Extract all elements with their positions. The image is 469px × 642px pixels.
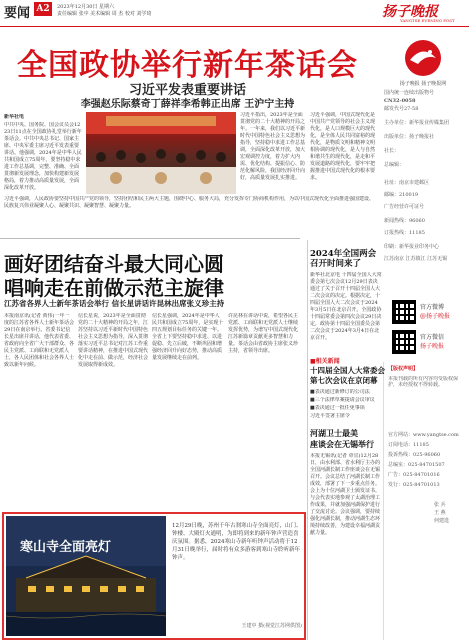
notice-line: 订阅电话：11185: [388, 442, 429, 448]
sidebar-line: 邮发代号27-58: [384, 106, 419, 112]
wechat-qr-code: [392, 330, 416, 354]
npcsc-item: ■表决通过新修订的公司法: [310, 389, 370, 395]
qr-label: @扬子晚报: [420, 313, 451, 320]
masthead-editors: 责任编辑 张中 美术编辑 周 杰 校对 刘学琦: [57, 11, 152, 17]
logo-subtitle: YANGTSE EVENING POST: [400, 18, 455, 23]
sidebar-info: [384, 90, 464, 295]
sidebar-tagline: 扬子晚报 扬子晚报网: [399, 81, 447, 87]
sidebar-line: 江苏南京 江苏镇江 江苏无锡: [384, 256, 448, 262]
section-label: 要闻: [4, 6, 31, 21]
lead-byline: 新华社电: [4, 114, 25, 120]
sidebar-emblem: [382, 38, 464, 78]
sidebar-line: 印刷：新华报业印务中心: [384, 244, 440, 250]
notice-line: 投诉热线：025-96060: [388, 452, 441, 458]
npcsc-item: ■三个法律草案提请会议审议: [310, 397, 375, 403]
sidebar-line: 社址：南京市建邺区: [384, 180, 430, 186]
lead-attendees: 李强赵乐际蔡奇丁薛祥李希韩正出席 王沪宁主持: [80, 99, 295, 110]
notice-line: 本报刊载的所有内容均受版权保护，未经授权不得转载。: [388, 376, 459, 388]
sidebar-line: 新闻热线：96060: [384, 218, 425, 224]
sidebar-line: 订报热线：11185: [384, 230, 425, 236]
temple-caption: 12月29日晚，苏州千年古刹寒山寺全面亮灯，山门、钟楼、大殿灯火通明，为即将到来的新年钟声营造喜庆氛围。据悉，2024寒山寺新年听钟声活动将于12月31日晚举行，届时将有众多游客到寒山寺聆听新年钟声。: [172, 523, 302, 561]
section-divider: [0, 238, 300, 239]
npc-sessions-text: 新华社北京电 十四届全国人大常委会第七次会议12月29日表决通过了关于召开十四届全国人大二次会议的决定。根据决定，十四届全国人大二次会议于2024年3月5日在北京召开。全国政协十四届常委会第四次会议29日决定，政协第十四届全国委员会第二次会议于2024年3月4日在北京召开。: [310, 272, 382, 341]
lead-headline: 全国政协举行新年茶话会: [17, 48, 358, 83]
newspaper-logo: 扬子晚报: [382, 4, 438, 20]
lead-column: 习近平指出，2023年是全面贯彻党的二十大精神的开局之年。一年来，我们以习近平新时代中国特色社会主义思想为指导，坚持稳中求进工作总基调，全面深化改革开放，加大宏观调控力度，着力扩大内需、优化结构、提振信心、防范化解风险，我国经济回升向好，高质量发展扎实推进。: [240, 112, 306, 181]
sidebar-line: 社长：: [384, 148, 400, 154]
lead-photo: [86, 112, 236, 194]
notice-line: 总编室：025-84701507: [388, 462, 445, 468]
notice-line: 【版权声明】: [388, 366, 419, 372]
temple-title: 寒山寺全面亮灯: [20, 540, 112, 555]
related-news-kicker: ■相关新闻: [310, 358, 340, 365]
sidebar-line: 主办单位：新华报业传媒集团: [384, 120, 450, 126]
masthead-rule: [0, 26, 469, 27]
qr-label: 官方微信: [420, 334, 445, 341]
npcsc-item: 习近平签署主席令: [310, 413, 351, 419]
sidebar-line: 广告经营许可证号: [384, 204, 425, 210]
column-divider: [307, 240, 308, 640]
npcsc-item: ■表决通过一批任免事项: [310, 405, 365, 411]
notice-line: 发行：025-84701013: [388, 482, 440, 488]
lead-paragraph: 中共中央、国务院、国会议员会1223日11点在全国政协礼堂举行新年茶话会。中共中央总书记、国家主席、中央军委主席习近平发表重要讲话。他强调，2024年是中华人民共和国成立75周年，要坚持稳中求进工作总基调，完整、准确、全面贯彻新发展理念，加快构建新发展格局，着力推动高质量发展，全面深化改革开放。: [4, 122, 82, 191]
river-guardian-title-2: 座谈会在无锡举行: [310, 439, 374, 449]
story2-lead-paragraph: 本报南京讯(记者 黄伟)一年一度的江苏省各界人士新年茶话会29日在南京举行。省委书记信长星出席并讲话，他代表省委、省政府向全省广大干部群众、各民主党派、工商联和无党派人士，各人民团体和社会各界人士致以新年问候。: [4, 313, 74, 368]
river-guardian-title-1: 河湖卫士最美: [310, 428, 358, 438]
lead-column: 习近平强调，人民政协要坚持中国共产党的领导，坚持团结和民主两大主题，围绕中心、服务大局，充分发挥专门协商机构作用，为以中国式现代化全面推进强国建设、民族复兴伟业凝聚人心、凝聚共识、凝聚智慧、凝聚力量。: [4, 196, 375, 209]
sidebar-line: 出版单位：扬子晚报社: [384, 134, 435, 140]
qr-label: 官方微博: [420, 304, 445, 311]
river-guardian-text: 本报无锡讯(记者 章宜)12月28日，由水利部、省水利厅主办的全国河湖长制工作座谈会在无锡召开。会议总结了河湖长制工作成效，部署了下一步重点任务。会上为十位河湖卫士颁发证书。与会代表实地参观了太湖治理工作成果，并就加强河湖保护进行了交流讨论。会议强调，要持续强化河湖长制，推动河湖生态环境持续改善，为建设幸福河湖贡献力量。: [310, 453, 381, 536]
npcsc-title-2: 第七次会议在京闭幕: [310, 376, 378, 385]
sidebar-line: CN32-0058: [384, 98, 416, 104]
sidebar-notice-box: [383, 362, 466, 640]
staff-name: 何建选: [434, 518, 450, 524]
npcsc-title-1: 十四届全国人大常委会: [310, 366, 385, 375]
story2-deck: 江苏省各界人士新年茶话会举行 信长星讲话许昆林出席张义珍主持: [4, 299, 225, 308]
temple-night-scene: [6, 516, 166, 636]
page-number: A2: [34, 2, 52, 16]
qr-label: 扬子晚报: [420, 343, 445, 350]
temple-feature: [2, 512, 306, 640]
masthead-date: 2023年12月30日 星期六: [57, 4, 115, 10]
sidebar-line: 国内统一连续出版物号: [384, 90, 435, 96]
staff-name: 张 兵: [434, 502, 446, 508]
story2-headline-1: 画好团结奋斗最大同心圆: [4, 252, 224, 276]
npc-sessions-title: 2024年全国两会召开时间来了: [310, 249, 377, 269]
story2-column: 信长星说，2023年是全面贯彻党的二十大精神的开局之年，江苏坚持以习近平新时代中国特色社会主义思想为指导，深入贯彻落实习近平总书记对江苏工作重要讲话精神，在推进中国式现代化中走在前、做示范，经济社会发展取得新成效。: [78, 313, 148, 368]
story2-column: 信长星强调，2024年是中华人民共和国成立75周年，是实现十四五规划目标任务的关键一年。全省上下要坚持稳中求进、以进促稳、先立后破，不断巩固和增强经济回升向好态势，推动高质量发展继续走在前列。: [152, 313, 224, 361]
temple-photo: [6, 516, 166, 636]
weibo-qr-code: [392, 300, 416, 324]
photo-credit: 王建中 摄(视觉江苏网供图): [241, 623, 302, 629]
story2-headline-2: 唱响走在前做示范主旋律: [4, 276, 224, 300]
lead-column: 习近平强调，中国式现代化是中国共产党领导的社会主义现代化，是人口规模巨大的现代化，是全体人民共同富裕的现代化，是物质文明和精神文明相协调的现代化，是人与自然和谐共生的现代化，是走和平发展道路的现代化，要牢牢把握推进中国式现代化的根本要求。: [310, 112, 376, 181]
lead-subhead: 习近平发表重要讲话: [128, 83, 246, 98]
story2-column: 许昆林在讲话中说，希望各民主党派、工商联和无党派人士继续发挥优势，为谱写中国式现代化江苏新篇章贡献更多智慧和力量。茶话会由省政协主席张义珍主持，省领导出席。: [228, 313, 299, 354]
notice-line: 官方网站：www.yangtse.com: [388, 432, 459, 438]
sidebar-line: 总编辑：: [384, 162, 405, 168]
crane-logo-icon: [382, 38, 464, 78]
banquet-scene: [86, 112, 236, 194]
notice-line: 广告：025-84701016: [388, 472, 440, 478]
staff-name: 王 燕: [434, 510, 446, 516]
sidebar-line: 邮编：210019: [384, 192, 419, 198]
